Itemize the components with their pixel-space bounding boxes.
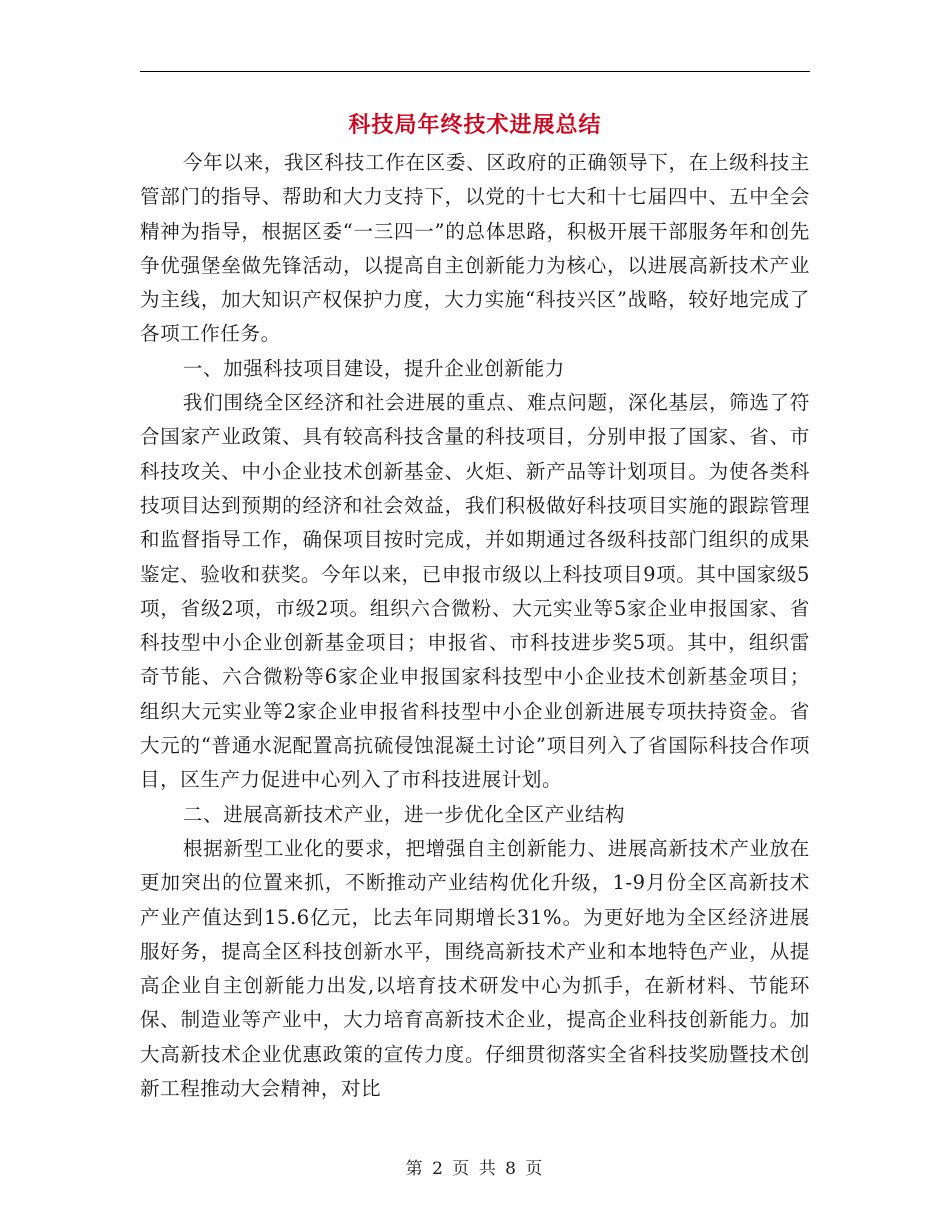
section-heading-1: 一、加强科技项目建设，提升企业创新能力 xyxy=(182,356,565,380)
section-heading-2: 二、进展高新技术产业，进一步优化全区产业结构 xyxy=(182,802,626,826)
paragraph-section-1: 我们围绕全区经济和社会进展的重点、难点问题，深化基层，筛选了符合国家产业政策、具有较高科技含量的科技项目，分别申报了国家、省、市科技攻关、中小企业技术创新基金、火炬、新产品等计划项目。为使各类科技项目达到预期的经济和社会效益，我们积极做好科技项目实施的跟踪管理和监督指导工作，确保项目按时完成，并如期通过各级科技部门组织的成果鉴定、验收和获奖。今年以来，已申报市级以上科技项目9项。其中国家级5项，省级2项，市级2项。组织六合微粉、大元实业等5家企业申报国家、省科技型中小企业创新基金项目；申报省、市科技进步奖5项。其中，组织雷奇节能、六合微粉等6家企业申报国家科技型中小企业技术创新基金项目；组织大元实业等2家企业申报省科技型中小企业创新进展专项扶持资金。省大元的“普通水泥配置高抗硫侵蚀混凝土讨论”项目列入了省国际科技合作项目，区生产力促进中心列入了市科技进展计划。 xyxy=(140,391,810,792)
document-body xyxy=(140,146,810,1106)
page-number-footer: 第 2 页 共 8 页 xyxy=(405,1159,545,1179)
header-rule xyxy=(140,71,810,72)
paragraph-intro: 今年以来，我区科技工作在区委、区政府的正确领导下，在上级科技主管部门的指导、帮助和大力支持下，以党的十七大和十七届四中、五中全会精神为指导，根据区委“一三四一”的总体思路，积极开展干部服务年和创先争优强堡垒做先锋活动，以提高自主创新能力为核心，以进展高新技术产业为主线，加大知识产权保护力度，大力实施“科技兴区”战略，较好地完成了各项工作任务。 xyxy=(140,151,810,346)
document-title: 科技局年终技术进展总结 xyxy=(348,112,602,138)
paragraph-section-2: 根据新型工业化的要求，把增强自主创新能力、进展高新技术产业放在更加突出的位置来抓，不断推动产业结构优化升级，1-9月份全区高新技术产业产值达到15.6亿元，比去年同期增长31%。为更好地为全区经济进展服好务，提高全区科技创新水平，围绕高新技术产业和本地特色产业，从提高企业自主创新能力出发,以培育技术研发中心为抓手，在新材料、节能环保、制造业等产业中，大力培育高新技术企业，提高企业科技创新能力。加大高新技术企业优惠政策的宣传力度。仔细贯彻落实全省科技奖励暨技术创新工程推动大会精神，对比 xyxy=(140,836,810,1101)
